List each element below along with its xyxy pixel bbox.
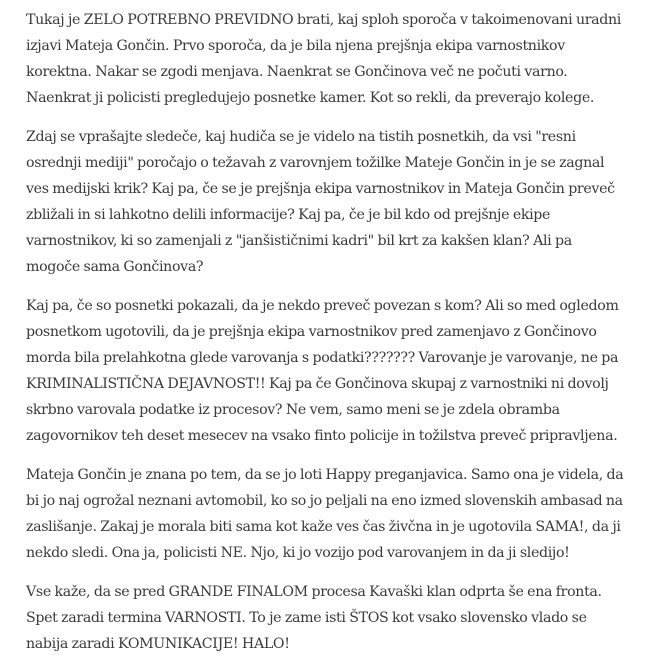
article-paragraph: Mateja Gončin je znana po tem, da se jo loti Happy preganjavica. Samo ona je videla, da bi jo naj ogrožal neznani avtomobil, ko so jo peljali na eno izmed slovenskih ambasad na zaslišanje. Zakaj je morala biti sama kot kaže ves čas živčna in je ugotovila SAMA!, da ji nekdo sledi. Ona ja, policisti NE. Njo, ki jo vozijo pod varovanjem in da ji sledijo! — [26, 467, 624, 561]
article-paragraph: Zdaj se vprašajte sledeče, kaj hudiča se je videlo na tistih posnetkih, da vsi "resni osrednji mediji" poročajo o težavah z varovnjem tožilke Mateje Gončin in je se zagnal ves medijski krik? Kaj pa, če se je prejšnja ekipa varnostnikov in Mateja Gončin preveč zbližali in si lahkotno delili informacije? Kaj pa, če je bil kdo od prejšnje ekipe varnostnikov, ki so zamenjali z "janšističnimi kadri" bil krt za kakšen klan? Ali pa mogoče sama Gončinova? — [26, 129, 615, 275]
article-paragraph: Vse kaže, da se pred GRANDE FINALOM procesa Kavaški klan odprta še ena fronta. Spet zaradi termina VARNOSTI. To je zame isti ŠTOS kot vsako slovensko vlado se nabija zaradi KOMUNIKACIJE! HALO! — [26, 584, 602, 652]
article-paragraph: Tukaj je ZELO POTREBNO PREVIDNO brati, kaj sploh sporoča v takoimenovani uradni izjavi Mateja Gončin. Prvo sporoča, da je bila njena prejšnja ekipa varnostnikov korektna. Nakar se zgodi menjava. Naenkrat se Gončinova več ne počuti varno. Naenkrat ji policisti pregledujejo posnetke kamer. Kot so rekli, da preverajo kolege. — [26, 12, 621, 106]
article-paragraph: Kaj pa, če so posnetki pokazali, da je nekdo preveč povezan s kom? Ali so med ogledom posnetkom ugotovili, da je prejšnja ekipa varnostnikov pred zamenjavo z Gončinovo morda bila prelahkotna glede varovanja s podatki??????? Varovanje je varovanje, ne pa KRIMINALISTIČNA DEJAVNOST!! Kaj pa če Gončinova skupaj z varnostniki ni dovolj skrbno varovala podatke iz procesov? Ne vem, samo meni se je zdela obramba zagovornikov teh deset mesecev na vsako finto policije in tožilstva preveč pripravljena. — [26, 298, 619, 444]
